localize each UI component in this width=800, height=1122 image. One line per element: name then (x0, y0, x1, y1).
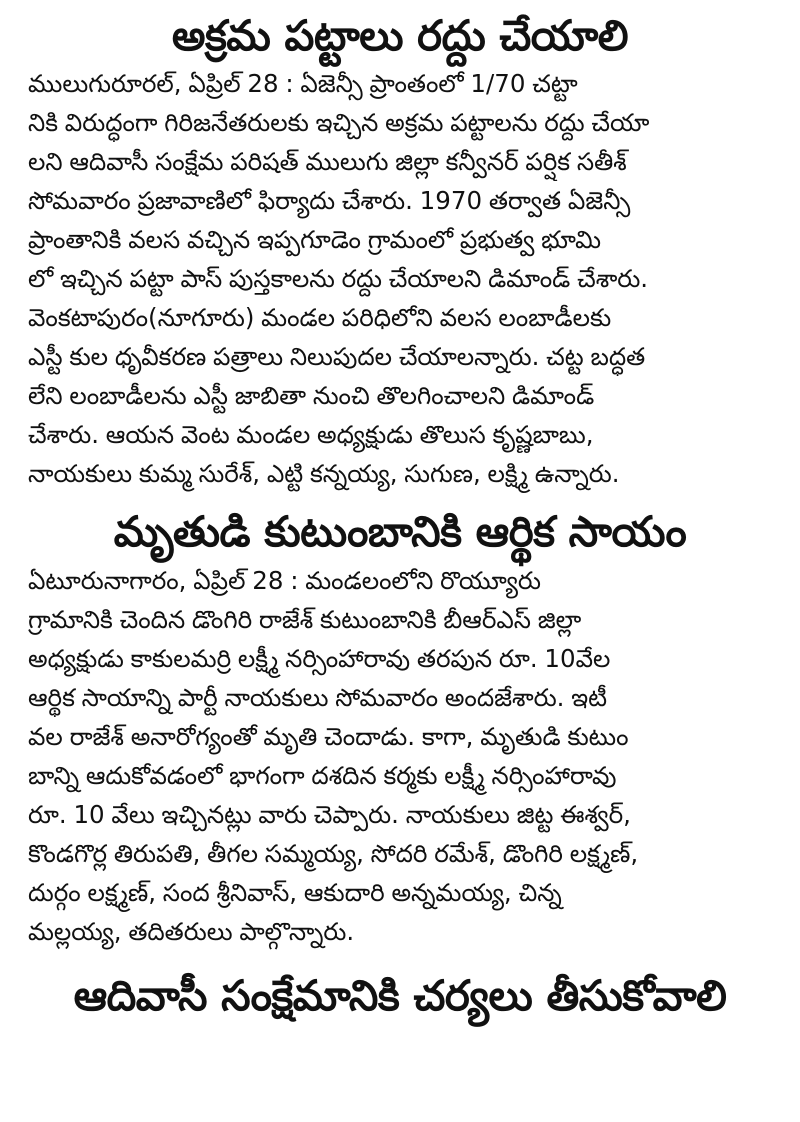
article-line: ములుగురూరల్, ఏప్రిల్ 28 : ఏజెన్సీ ప్రాంతంలో 1/70 చట్టా (28, 69, 578, 98)
article-line: అధ్యక్షుడు కాకులమర్రి లక్ష్మీ నర్సింహారావు తరపున రూ. 10వేల (28, 644, 611, 673)
article-line: వల రాజేశ్ అనారోగ్యంతో మృతి చెందాడు. కాగా, మృతుడి కుటుం (28, 722, 629, 751)
article-line: గ్రామానికి చెందిన డొంగిరి రాజేశ్ కుటుంబానికి బీఆర్ఎస్ జిల్లా (28, 605, 582, 634)
headline-illegal-pattas: అక్రమ పట్టాలు రద్దు చేయాలి (171, 11, 629, 60)
article-financial-aid (0, 493, 800, 951)
article-illegal-pattas (0, 0, 800, 493)
article-line: లేని లంబాడీలను ఎస్టీ జాబితా నుంచి తొలగించాలని డిమాండ్ (28, 381, 595, 410)
article-line: బాన్ని ఆదుకోవడంలో భాగంగా దశదిన కర్మకు లక్ష్మీ నర్సింహారావు (28, 761, 617, 790)
article-line: ఆర్థిక సాయాన్ని పార్టీ నాయకులు సోమవారం అందజేశారు. ఇటీ (28, 683, 608, 712)
article-line: వెంకటాపురం(నూగూరు) మండల పరిధిలోని వలస లంబాడీలకు (28, 303, 612, 332)
article-body-financial-aid (28, 561, 780, 951)
article-cut-off (0, 957, 800, 1025)
article-line: కొండగొర్ల తిరుపతి, తీగల సమ్మయ్య, సోదరి రమేశ్, డొంగిరి లక్ష్మణ్, (28, 839, 639, 868)
headline-cut-off: ఆదివాసీ సంక్షేమానికి చర్యలు తీసుకోవాలి (73, 971, 727, 1020)
article-line: ప్రాంతానికి వలస వచ్చిన ఇప్పగూడెం గ్రామంలో ప్రభుత్వ భూమి (28, 225, 602, 254)
headline-financial-aid: మృతుడి కుటుంబానికి ఆర్థిక సాయం (113, 507, 687, 556)
article-body-illegal-pattas (28, 64, 780, 493)
article-line: మల్లయ్య, తదితరులు పాల్గొన్నారు. (28, 917, 355, 946)
article-line: చేశారు. ఆయన వెంట మండల అధ్యక్షుడు తొలుస కృష్ణబాబు, (28, 420, 594, 449)
article-line: నికి విరుద్ధంగా గిరిజనేతరులకు ఇచ్చిన అక్రమ పట్టాలను రద్దు చేయా (28, 108, 650, 137)
article-line: ఏటూరునాగారం, ఏప్రిల్ 28 : మండలంలోని రొయ్యూరు (28, 566, 541, 595)
article-line: దుర్గం లక్ష్మణ్, సంద శ్రీనివాస్, ఆకుదారి అన్నమయ్య, చిన్న (28, 878, 562, 907)
article-line: లో ఇచ్చిన పట్టా పాస్ పుస్తకాలను రద్దు చేయాలని డిమాండ్ చేశారు. (28, 264, 649, 293)
article-line: సోమవారం ప్రజావాణిలో ఫిర్యాదు చేశారు. 1970 తర్వాత ఏజెన్సీ (28, 186, 631, 215)
article-line: ఎస్టీ కుల ధృవీకరణ పత్రాలు నిలుపుదల చేయాలన్నారు. చట్ట బద్ధత (28, 342, 646, 371)
article-line: లని ఆదివాసీ సంక్షేమ పరిషత్ ములుగు జిల్లా కన్వీనర్ పర్షిక సతీశ్ (28, 147, 627, 176)
article-line: నాయకులు కుమ్మ సురేశ్, ఎట్టి కన్నయ్య, సుగుణ, లక్ష్మి ఉన్నారు. (28, 459, 620, 488)
article-line: రూ. 10 వేలు ఇచ్చినట్లు వారు చెప్పారు. నాయకులు జిట్ట ఈశ్వర్, (28, 800, 631, 829)
